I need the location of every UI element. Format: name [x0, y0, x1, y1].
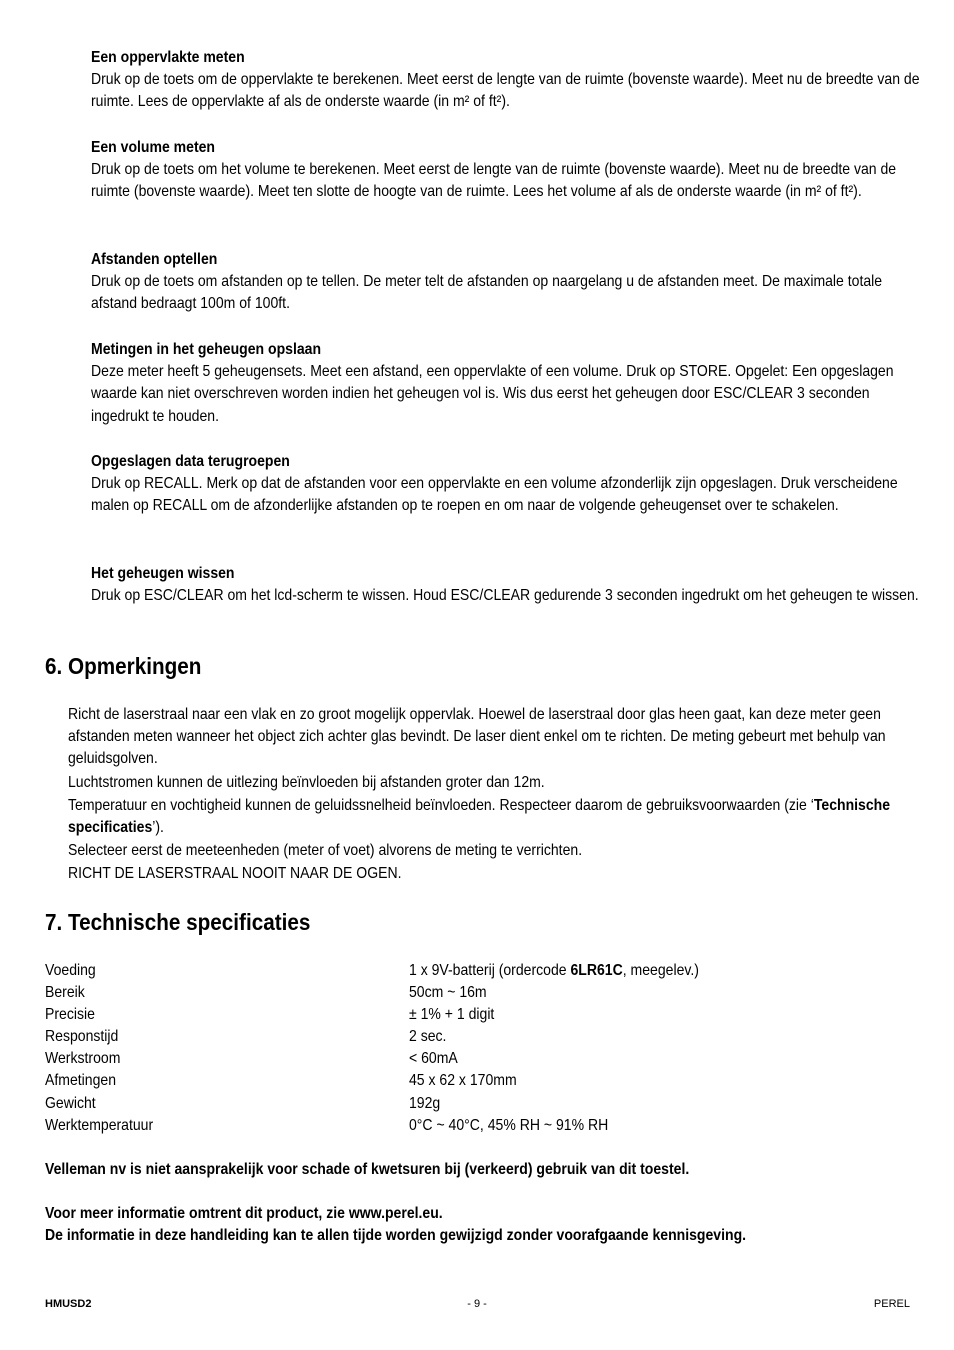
spec-value: 0°C ~ 40°C, 45% RH ~ 91% RH [409, 1116, 609, 1134]
section-title: Afstanden optellen [91, 251, 218, 268]
heading-specs: 7. Technische specificaties [45, 909, 311, 935]
note-paragraph: Selecteer eerst de meeteenheden (meter of voet) alvorens de meting te verrichten. [68, 842, 583, 860]
spec-row [45, 1115, 905, 1137]
section-title: Metingen in het geheugen opslaan [91, 341, 322, 358]
spec-value: 50cm ~ 16m [409, 984, 487, 1002]
spec-row [45, 982, 905, 1004]
section-body: Druk op de toets om afstanden op te tellen. De meter telt de afstanden op naargelang u de afstanden meet. De maximale totale afstand bedraagt 100m of 100ft. [91, 273, 883, 313]
section-terugroepen [91, 451, 921, 518]
note-link-specs: Technische specificaties [68, 796, 891, 837]
note-warning: RICHT DE LASERSTRAAL NOOIT NAAR DE OGEN. [68, 865, 402, 883]
note-paragraph: Luchtstromen kunnen de uitlezing beïnvloeden bij afstanden groter dan 12m. [68, 773, 545, 791]
more-info: Voor meer informatie omtrent dit product, zie www.perel.eu. [45, 1205, 443, 1222]
opmerkingen-body [68, 704, 918, 887]
section-body: Druk op ESC/CLEAR om het lcd-scherm te wissen. Houd ESC/CLEAR gedurende 3 seconden ingedrukt om het geheugen te wissen. [91, 587, 919, 605]
spec-row [45, 1048, 905, 1070]
section-wissen [91, 563, 921, 607]
spec-row [45, 1093, 905, 1115]
section-body: Deze meter heeft 5 geheugensets. Meet een afstand, een oppervlakte of een volume. Druk op STORE. Opgelet: Een opgeslagen waarde kan niet overschreven worden indien het geheugen vol is. Wis dus eerst het geheugen door ESC/CLEAR 3 seconden ingedrukt te houden. [91, 363, 894, 425]
specs-table [45, 960, 905, 1137]
spec-row [45, 960, 905, 982]
spec-key: Werkstroom [45, 1050, 121, 1068]
spec-key: Gewicht [45, 1094, 96, 1112]
note-paragraph: Richt de laserstraal naar een vlak en zo groot mogelijk oppervlak. Hoewel de laserstraal door glas heen gaat, kan deze meter geen afstanden meten wanneer het object zich achter glas bevindt. De laser dient enkel om te richten. De meting gebeurt met behulp van geluidsgolven. [68, 706, 886, 768]
spec-key: Voeding [45, 962, 96, 979]
heading-opmerkingen: 6. Opmerkingen [45, 653, 202, 679]
spec-key: Responstijd [45, 1028, 119, 1046]
disclaimer: Velleman nv is niet aansprakelijk voor schade of kwetsuren bij (verkeerd) gebruik van dit toestel. [45, 1161, 690, 1178]
spec-value: ± 1% + 1 digit [409, 1006, 495, 1024]
spec-key: Werktemperatuur [45, 1116, 154, 1134]
spec-value: < 60mA [409, 1050, 458, 1068]
change-notice: De informatie in deze handleiding kan te allen tijde worden gewijzigd zonder voorafgaande kennisgeving. [45, 1227, 747, 1244]
spec-key: Bereik [45, 984, 85, 1002]
spec-row [45, 1004, 905, 1026]
spec-value: 2 sec. [409, 1028, 447, 1046]
note-paragraph: Temperatuur en vochtigheid kunnen de geluidssnelheid beïnvloeden. Respecteer daarom de gebruiksvoorwaarden (zie ‘Technische specificaties’). [68, 796, 891, 837]
spec-key: Precisie [45, 1006, 95, 1024]
section-oppervlakte [91, 47, 921, 114]
section-body: Druk op de toets om het volume te berekenen. Meet eerst de lengte van de ruimte (bovenste waarde). Meet nu de breedte van de ruimte (bovenste waarde). Meet ten slotte de hoogte van de ruimte. Lees het volume af als de onderste waarde (in m² of ft²). [91, 161, 897, 201]
section-body: Druk op RECALL. Merk op dat de afstanden voor een oppervlakte en een volume afzonderlijk zijn opgeslagen. Druk verscheidene malen op RECALL om de afzonderlijke afstanden op te roepen en om naar de volgende geheugenset over te schakelen. [91, 475, 898, 515]
section-title: Een volume meten [91, 139, 216, 156]
section-title: Opgeslagen data terugroepen [91, 453, 290, 470]
spec-key: Afmetingen [45, 1072, 117, 1090]
spec-value: 192g [409, 1094, 441, 1112]
spec-value: 1 x 9V-batterij (ordercode 6LR61C, meegelev.) [409, 962, 699, 979]
section-body: Druk op de toets om de oppervlakte te berekenen. Meet eerst de lengte van de ruimte (bovenste waarde). Meet nu de breedte van de ruimte. Lees de oppervlakte af als de onderste waarde (in m² of ft²). [91, 71, 920, 111]
section-title: Het geheugen wissen [91, 565, 235, 582]
section-afstanden [91, 249, 921, 316]
section-title: Een oppervlakte meten [91, 49, 245, 66]
section-volume [91, 137, 921, 204]
section-opslaan [91, 339, 921, 428]
spec-row [45, 1026, 905, 1048]
footer-page-number: - 9 - [467, 1298, 487, 1310]
spec-value: 45 x 62 x 170mm [409, 1072, 517, 1090]
spec-row [45, 1070, 905, 1092]
footer-brand: PEREL [873, 1298, 910, 1310]
footer-model: HMUSD2 [45, 1298, 92, 1310]
